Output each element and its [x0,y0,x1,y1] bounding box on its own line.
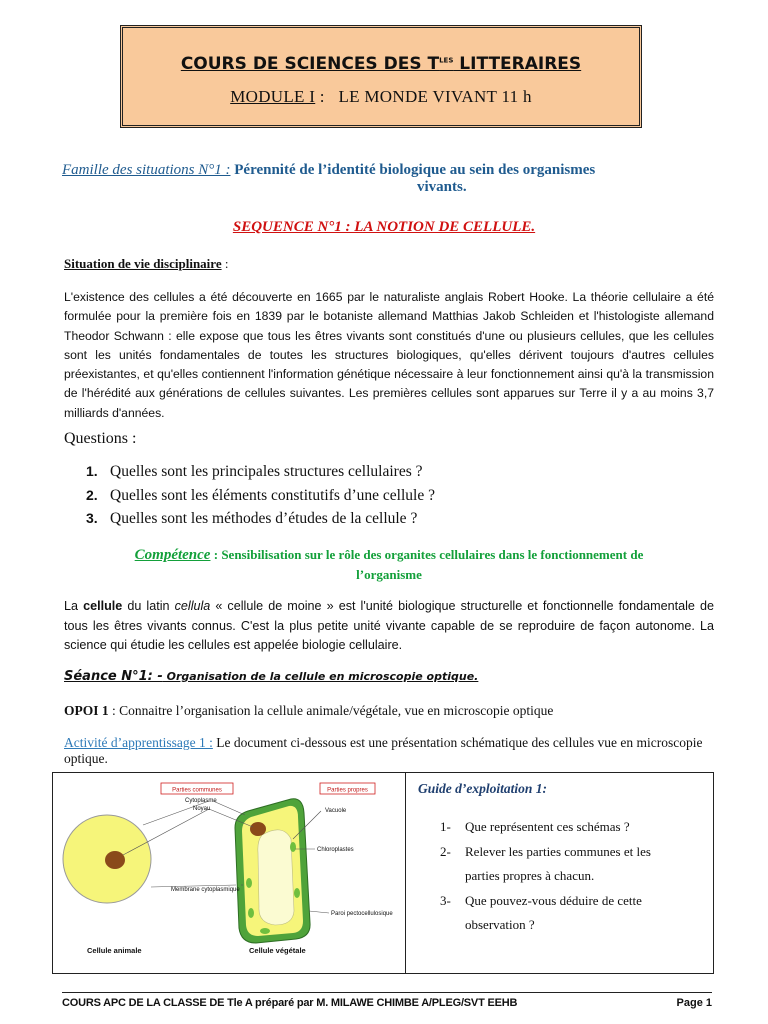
competence-text-line1: : Sensibilisation sur le rôle des organites cellulaires dans le fonctionnement de [210,547,644,562]
seance-title [64,669,478,684]
list-item [86,510,435,534]
famille-situations [62,162,722,196]
situation-paragraph: L'existence des cellules a été découverte en 1665 par le naturaliste anglais Robert Hooke. La théorie cellulaire a été formulée pour la première fois en 1839 par le botaniste allemand Matthias Jakob Schleiden et l'histologiste allemand Theodor Schwann : elle expose que tous les êtres vivants sont constitués d'une ou plusieurs cellules, que les cellules sont les unités fondamentales de toutes les structures biologiques, qu'elles dérivent toujours d'autres cellules préexistantes, et qu'elles contiennent l'information génétique nécessaire à leur fonctionnement ainsi qu'à la transmission de l'hérédité aux générations de cellules suivantes. Les premières cellules sont apparues sur Terre il y a au moins 3,7 milliards d'années. [64,290,714,420]
label-noyau: Noyau [193,806,211,812]
caption-animal-cell: Cellule animale [87,946,142,955]
page-footer [62,992,712,1012]
label-vacuole: Vacuole [325,808,347,814]
list-item [440,889,651,914]
question-number: 2. [86,486,98,503]
chloroplast [294,888,300,898]
competence-text-line2: l’organisme [356,567,422,582]
guide-text: parties propres à chacun. [465,868,595,883]
label-membrane: Membrane cytoplasmique [171,887,240,893]
question-text: Quelles sont les méthodes d’études de la cellule ? [110,510,418,527]
guide-number: 2- [440,843,451,859]
definition-bold: cellule [83,599,123,613]
opoi-label: OPOI 1 [64,703,109,718]
module-text: LE MONDE VIVANT 11 h [324,87,532,106]
guide-text: Relever les parties communes et les [465,843,651,859]
definition-latin: cellula [174,599,211,613]
opoi [64,703,553,719]
activite [64,735,724,767]
question-text: Quelles sont les éléments constitutifs d’une cellule ? [110,486,435,504]
course-title-sup: LES [439,56,454,65]
seance-sub: Organisation de la cellule en microscopie optique. [162,670,479,683]
sequence-title: SEQUENCE N°1 : LA NOTION DE CELLULE. [232,219,536,235]
situation-label-colon: : [221,256,229,271]
list-item [440,840,651,865]
guide-text: Que pouvez-vous déduire de cette [465,892,642,908]
course-title [123,54,639,74]
page-number: Page 1 [676,997,712,1009]
list-item [440,864,651,889]
definition-paragraph [64,597,714,656]
chloroplast [248,908,254,918]
question-number: 3. [86,510,98,526]
guide-title: Guide d’exploitation 1: [418,781,547,796]
course-title-end: LITTERAIRES [453,54,582,74]
course-title-main: COURS DE SCIENCES DES T [180,54,440,74]
box-own-label: Parties propres [327,787,368,794]
questions-label: Questions : [64,430,137,447]
guide-number: 1- [440,819,451,834]
guide-cell [407,773,713,973]
module-label: MODULE I [230,87,316,106]
guide-number [440,864,465,889]
figure-table [52,772,714,974]
module-sep: : [315,87,325,106]
list-item [86,463,435,487]
chloroplast [290,842,296,852]
question-text: Quelles sont les principales structures cellulaires ? [110,463,423,480]
questions-list [86,463,435,534]
definition-mid: du latin [122,599,175,613]
guide-text: observation ? [465,917,535,932]
situation-label [64,256,228,272]
label-chloroplastes: Chloroplastes [317,847,354,853]
plant-vacuole [258,830,294,925]
definition-pre: La [64,599,84,613]
list-item [440,913,651,938]
activite-label: Activité d’apprentissage 1 : [64,735,213,750]
activite-text: Le document ci-dessous est une présentation schématique des cellules vue en microscopie optique. [64,735,703,766]
seance-label: Séance N°1: - [64,669,163,684]
label-paroi: Paroi pectocellulosique [331,911,393,917]
guide-list [440,815,651,938]
guide-text: Que représentent ces schémas ? [465,819,630,834]
footer-left: COURS APC DE LA CLASSE DE Tle A préparé par M. MILAWE CHIMBE A/PLEG/SVT EEHB [62,997,518,1009]
box-common-label: Parties communes [172,787,222,794]
famille-lead: Famille des situations N°1 : [62,162,231,178]
competence-label: Compétence [134,547,211,563]
cell-diagram [53,773,406,973]
opoi-text: : Connaitre l’organisation la cellule animale/végétale, vue en microscopie optique [108,703,554,718]
competence [64,545,714,585]
chloroplast [260,928,270,934]
famille-text-line2: vivants. [417,179,467,195]
list-item [440,815,651,840]
label-cytoplasme: Cytoplasme [185,798,217,804]
caption-plant-cell: Cellule végétale [249,946,306,955]
cell-diagram-cell [53,773,406,973]
animal-nucleus [105,851,125,869]
guide-number: 3- [440,892,451,908]
chloroplast [246,878,252,888]
question-number: 1. [86,463,98,479]
list-item [86,487,435,511]
title-box [120,25,642,128]
module-title [123,87,639,107]
famille-text-line1: Pérennité de l’identité biologique au sein des organismes [230,162,596,178]
situation-label-text: Situation de vie disciplinaire [64,256,222,271]
definition-rest: « cellule de moine » est l'unité biologique structurelle et fonctionnelle fondamentale de tous les êtres vivants connus. C'est la plus petite unité vivante capable de se reproduire de façon autonome. La science qui étudie les cellules est appelée biologie cellulaire. [64,599,714,652]
guide-number [440,913,465,938]
plant-nucleus [250,822,266,836]
